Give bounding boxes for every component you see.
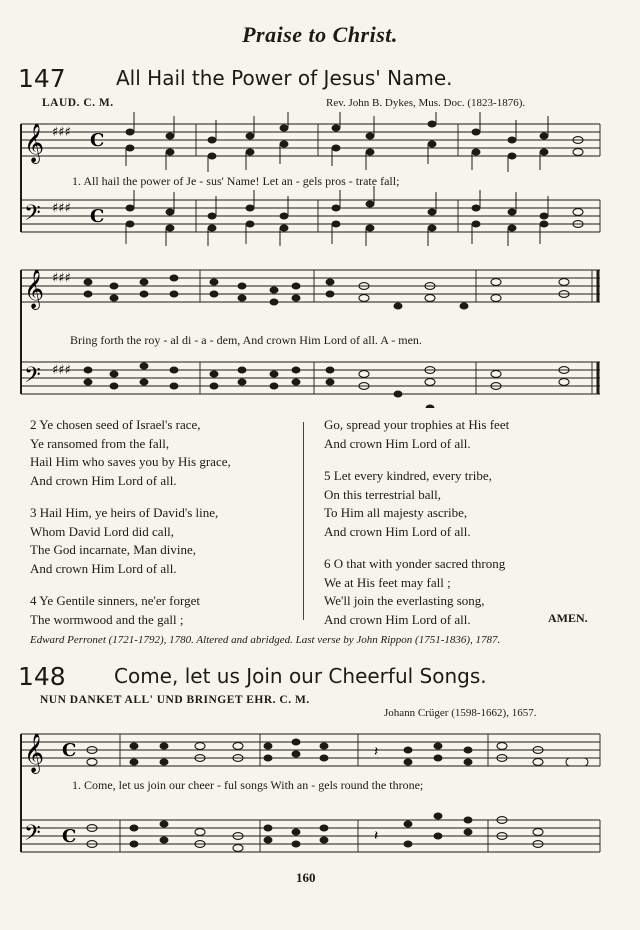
svg-text:♯♯♯: ♯♯♯: [52, 363, 71, 378]
verse-line: To Him all majesty ascribe,: [324, 505, 468, 520]
svg-text:𝄽: 𝄽: [374, 744, 379, 760]
hymn-147-lyric-line-1: 1. All hail the power of Je - sus' Name! Let an - gels pros - trate fall;: [72, 174, 400, 188]
svg-text:C: C: [62, 826, 77, 847]
hymn-148-lyric-line-1: 1. Come, let us join our cheer - ful songs With an - gels round the throne;: [72, 778, 424, 792]
svg-text:C: C: [62, 740, 77, 761]
hymn-148-title: Come, let us Join our Cheerful Songs.: [114, 664, 487, 688]
column-divider: [303, 422, 304, 620]
page-number: 160: [296, 870, 316, 885]
verse-line: And crown Him Lord of all.: [324, 523, 471, 539]
hymn-147-lyric-line-2: Bring forth the roy - al di - a - dem, And crown Him Lord of all. A - men.: [70, 333, 422, 347]
verse-line: Whom David Lord did call,: [30, 523, 175, 539]
hymn-147-verses-right: [324, 416, 509, 629]
verse-line: The God incarnate, Man divine,: [30, 542, 197, 557]
svg-text:♯♯♯: ♯♯♯: [52, 125, 71, 140]
svg-text:♯♯♯: ♯♯♯: [52, 201, 71, 216]
verse-line: And crown Him Lord of all.: [324, 435, 471, 451]
verse-line: We'll join the everlasting song,: [324, 593, 485, 608]
hymn-148-number: 148: [18, 662, 66, 691]
verse-line: Hail Him who saves you by His grace,: [30, 454, 231, 469]
verse-line: We at His feet may fall ;: [324, 574, 451, 590]
svg-text:𝄽: 𝄽: [374, 828, 379, 844]
verse-line: The wormwood and the gall ;: [30, 611, 184, 627]
bass-clef-icon: 𝄢: [24, 821, 41, 851]
verse-line: Go, spread your trophies at His feet: [324, 417, 510, 432]
hymn-147-number: 147: [18, 64, 66, 93]
hymn-148-tune: NUN DANKET ALL' UND BRINGET EHR. C. M.: [40, 694, 310, 706]
hymn-147-title: All Hail the Power of Jesus' Name.: [116, 66, 453, 90]
hymn-147-tune: LAUD. C. M.: [42, 97, 114, 109]
verse-line: 5 Let every kindred, every tribe,: [324, 468, 492, 483]
verse-line: And crown Him Lord of all.: [30, 472, 177, 488]
verse-line: 2 Ye chosen seed of Israel's race,: [30, 417, 201, 432]
verse-line: On this terrestrial ball,: [324, 486, 441, 502]
hymn-147-credit: Edward Perronet (1721-1792), 1780. Altered and abridged. Last verse by John Rippon (1751-1836), 1787.: [30, 634, 501, 646]
verse-line: 4 Ye Gentile sinners, ne'er forget: [30, 593, 200, 608]
verse-line: And crown Him Lord of all.: [324, 611, 471, 627]
treble-clef-icon: 𝄞: [24, 733, 45, 773]
svg-text:C: C: [90, 206, 105, 227]
svg-text:♯♯♯: ♯♯♯: [52, 271, 71, 286]
verse-line: And crown Him Lord of all.: [30, 560, 177, 576]
hymn-148-system-1: [18, 722, 608, 872]
treble-clef-icon: 𝄞: [24, 269, 45, 309]
hymn-147-verses-left: [30, 416, 231, 629]
bass-clef-icon: 𝄢: [24, 201, 41, 231]
svg-text:C: C: [90, 130, 105, 151]
verse-line: 3 Hail Him, ye heirs of David's line,: [30, 505, 219, 520]
verse-line: 6 O that with yonder sacred throng: [324, 556, 506, 571]
hymn-147-composer: Rev. John B. Dykes, Mus. Doc. (1823-1876).: [326, 97, 526, 109]
verse-line: Ye ransomed from the fall,: [30, 435, 170, 451]
bass-clef-icon: 𝄢: [24, 363, 41, 393]
amen-label: AMEN.: [548, 611, 588, 625]
hymn-148-composer: Johann Crüger (1598-1662), 1657.: [384, 707, 537, 719]
treble-clef-icon: 𝄞: [24, 123, 45, 163]
running-head: Praise to Christ.: [242, 22, 398, 47]
